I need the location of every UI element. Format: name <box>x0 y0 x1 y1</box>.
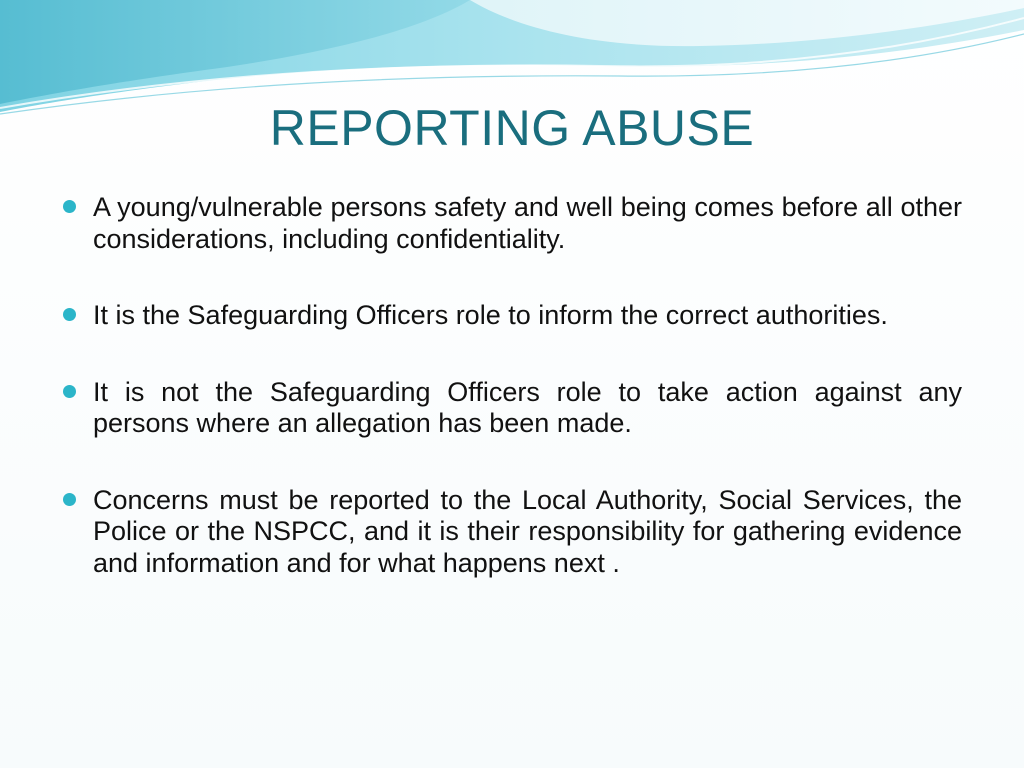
bullet-text: It is the Safeguarding Officers role to inform the correct authorities. <box>93 300 888 330</box>
bullet-item <box>62 485 962 580</box>
bullet-list <box>62 192 962 624</box>
bullet-item <box>62 377 962 440</box>
bullet-dot-icon <box>63 308 76 321</box>
bullet-text: It is not the Safeguarding Officers role to take action against any persons where an allegation has been made. <box>93 376 962 438</box>
slide-title: REPORTING ABUSE <box>269 100 755 156</box>
bullet-dot-icon <box>63 200 76 213</box>
bullet-item <box>62 192 962 255</box>
bullet-text: A young/vulnerable persons safety and well being comes before all other considerations, including confidentiality. <box>93 192 962 254</box>
bullet-text: Concerns must be reported to the Local Authority, Social Services, the Police or the NSPCC, and it is their responsibility for gathering evidence and information and for what happens next . <box>93 484 962 578</box>
bullet-dot-icon <box>63 493 76 506</box>
bullet-dot-icon <box>63 385 76 398</box>
bullet-item <box>62 300 962 332</box>
